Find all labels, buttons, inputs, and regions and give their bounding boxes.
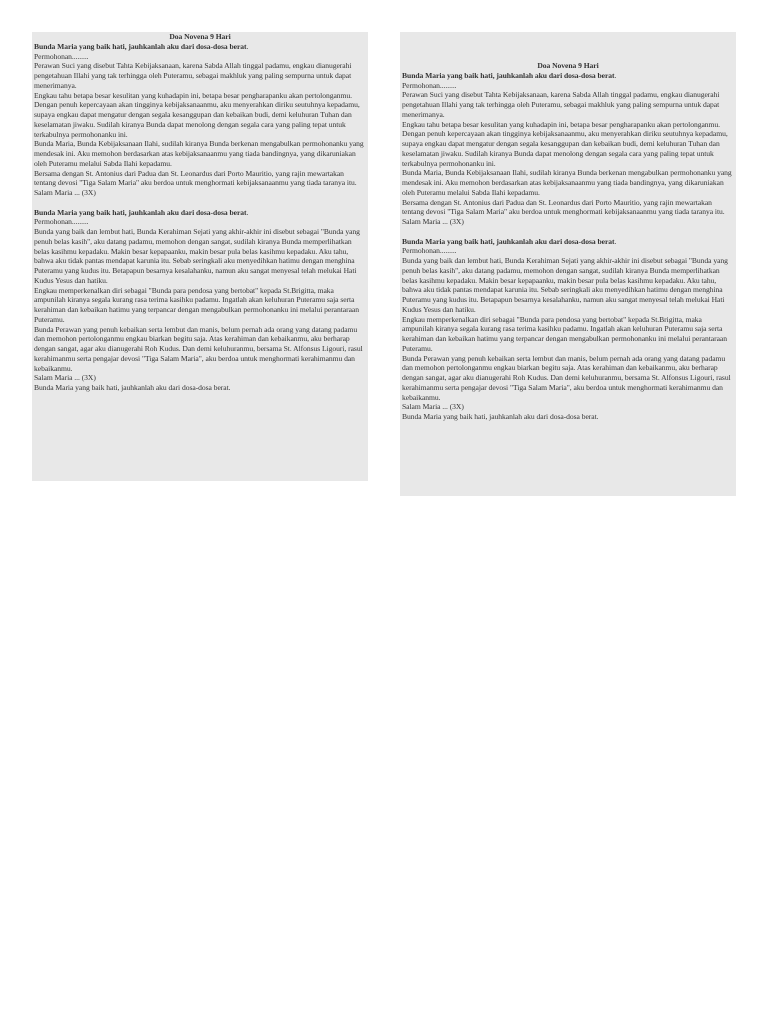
paragraph: Permohonan......... [34, 51, 89, 61]
paragraph: Engkau tahu betapa besar kesulitan yang kuhadapin ini, betapa besar pengharapanku akan pertolonganmu. Dengan penuh kepercayaan akan tingginya kebijaksanaanmu, aku menyerahkan diriku seutuhnya kepadamu, supaya engkau dapat mengatur dengan segala kesanggupan dan kebaikan budi, demi keluhuran Tuhan dan keselamatan jiwaku. Sudilah kiranya Bunda dapat menolong dengan segala cara yang paling tepat untuk terkabulnya permohonanku ini. [402, 119, 728, 168]
paragraph: Bunda yang baik dan lembut hati, Bunda Kerahiman Sejati yang akhir-akhir ini disebut sebagai "Bunda yang penuh belas kasih", aku datang padamu, memohon dengan sangat, sudilah kiranya Bunda memperlihatkan belas kasihmu kepadaku. Makin besar kepapaanku, makin besar pula belas kasihmu kepadaku. Aku tahu, bahwa aku tidak pantas mendapat karunia itu. Sebab seringkali aku menyedihkan hatimu dengan menghina Puteramu yang kudus itu. Betapapun besarnya kesalahanku, namun aku sangat menyesal telah melukai Hati Kudus Yesus dan hatiku. [34, 227, 360, 285]
spacer [34, 198, 366, 208]
paragraph: Bunda Maria, Bunda Kebijaksanaan Ilahi, sudilah kiranya Bunda berkenan mengabulkan permohonanku yang mendesak ini. Aku memohon berdasarkan atas kebijaksanaanmu yang tiada bandingnya, yang dikaruniakan oleh Puteramu melalui Sabda Ilahi kepadamu. [34, 139, 364, 168]
paragraph: Engkau memperkenalkan diri sebagai "Bunda para pendosa yang bertobat" kepada St.Brigitta, maka ampunilah kiranya segala kurang rasa terima kasihku padamu. Ingatlah akan keluhuran Puteramu saja serta kerahiman dan kebaikan hatimu yang terpancar dengan mengabulkan permohonanku ini melalui perantaraan Puteramu. [402, 314, 727, 353]
paragraph: Permohonan......... [402, 246, 457, 256]
paragraph: Perawan Suci yang disebut Tahta Kebijaksanaan, karena Sabda Allah tinggal padamu, engkau dianugerahi pengetahuan Illahi yang tak terhingga oleh Puteramu, sebagai makhluk yang paling sempurna untuk dapat menerimanya. [34, 61, 352, 90]
paragraph: Salam Maria ... (3X) [402, 402, 464, 412]
paragraph: Salam Maria ... (3X) [34, 373, 96, 383]
paragraph: Bunda Perawan yang penuh kebaikan serta lembut dan manis, belum pernah ada orang yang datang padamu dan memohon pertolonganmu engkau biarkan begitu saja. Atas kerahiman dan kebaikanmu, aku berharap dengan sangat, agar aku dianugerahi Roh Kudus. Dan demi keluhuranmu, bersama St. Alfonsus Ligouri, rasul kerahimanmu serta pengajar devosi "Tiga Salam Maria", aku berdoa untuk menghormati kerahimanmu dan kebaikanmu. [402, 353, 731, 402]
paragraph: Bunda Maria yang baik hati, jauhkanlah aku dari dosa-dosa berat. [34, 383, 231, 392]
paragraph: Engkau memperkenalkan diri sebagai "Bunda para pendosa yang bertobat" kepada St.Brigitta, maka ampunilah kiranya segala kurang rasa terima kasihku padamu. Ingatlah akan keluhuran Puteramu saja serta kerahiman dan kebaikan hatimu yang terpancar dengan mengabulkan permohonanku ini melalui perantaraan Puteramu. [34, 285, 359, 324]
paragraph: Salam Maria ... (3X) [34, 188, 96, 197]
section-heading: Bunda Maria yang baik hati, jauhkanlah aku dari dosa-dosa berat. [34, 41, 249, 51]
paragraph: Bunda Maria, Bunda Kebijaksanaan Ilahi, sudilah kiranya Bunda berkenan mengabulkan permohonanku yang mendesak ini. Aku memohon berdasarkan atas kebijaksanaanmu yang tiada bandingnya, yang dikaruniakan oleh Puteramu melalui Sabda Ilahi kepadamu. [402, 168, 732, 197]
paragraph: Bunda Maria yang baik hati, jauhkanlah aku dari dosa-dosa berat. [402, 412, 599, 421]
paragraph: Perawan Suci yang disebut Tahta Kebijaksanaan, karena Sabda Allah tinggal padamu, engkau dianugerahi pengetahuan Illahi yang tak terhingga oleh Puteramu, sebagai makhluk yang paling sempurna untuk dapat menerimanya. [402, 90, 720, 119]
section-heading: Bunda Maria yang baik hati, jauhkanlah aku dari dosa-dosa berat. [402, 70, 617, 80]
section-heading: Bunda Maria yang baik hati, jauhkanlah aku dari dosa-dosa berat. [402, 236, 617, 246]
paragraph: Permohonan......... [34, 217, 89, 227]
paragraph: Engkau tahu betapa besar kesulitan yang kuhadapin ini, betapa besar pengharapanku akan pertolonganmu. Dengan penuh kepercayaan akan tingginya kebijaksanaanmu, aku menyerahkan diriku seutuhnya kepadamu, supaya engkau dapat mengatur dengan segala kesanggupan dan kebaikan budi, demi keluhuran Tuhan dan keselamatan jiwaku. Sudilah kiranya Bunda dapat menolong dengan segala cara yang paling tepat untuk terkabulnya permohonanku ini. [34, 90, 360, 139]
paragraph: Bersama dengan St. Antonius dari Padua dan St. Leonardus dari Porto Mauritio, yang rajin mewartakan tentang devosi "Tiga Salam Maria" aku berdoa untuk menghormati kebijaksanaanmu yang tiada taranya itu. [402, 197, 725, 217]
document-panel-left [32, 32, 368, 481]
document-title: Doa Novena 9 Hari [537, 61, 599, 70]
document-panel-right [400, 32, 736, 496]
document-title: Doa Novena 9 Hari [169, 32, 231, 41]
paragraph: Bunda yang baik dan lembut hati, Bunda Kerahiman Sejati yang akhir-akhir ini disebut sebagai "Bunda yang penuh belas kasih", aku datang padamu, memohon dengan sangat, sudilah kiranya Bunda memperlihatkan belas kasihmu kepadaku. Makin besar kepapaanku, makin besar pula belas kasihmu kepadaku. Aku tahu, bahwa aku tidak pantas mendapat karunia itu. Sebab seringkali aku menyedihkan hatimu dengan menghina Puteramu yang kudus itu. Betapapun besarnya kesalahanku, namun aku sangat menyesal telah melukai Hati Kudus Yesus dan hatiku. [402, 256, 728, 314]
paragraph: Salam Maria ... (3X) [402, 217, 464, 226]
paragraph: Bersama dengan St. Antonius dari Padua dan St. Leonardus dari Porto Mauritio, yang rajin mewartakan tentang devosi "Tiga Salam Maria" aku berdoa untuk menghormati kebijaksanaanmu yang tiada taranya itu. [34, 168, 357, 188]
section-heading: Bunda Maria yang baik hati, jauhkanlah aku dari dosa-dosa berat. [34, 207, 249, 217]
paragraph: Bunda Perawan yang penuh kebaikan serta lembut dan manis, belum pernah ada orang yang datang padamu dan memohon pertolonganmu engkau biarkan begitu saja. Atas kerahiman dan kebaikanmu, aku berharap dengan sangat, agar aku dianugerahi Roh Kudus. Dan demi keluhuranmu, bersama St. Alfonsus Ligouri, rasul kerahimanmu serta pengajar devosi "Tiga Salam Maria", aku berdoa untuk menghormati kerahimanmu dan kebaikanmu. [34, 324, 363, 373]
spacer [402, 227, 734, 237]
paragraph: Permohonan......... [402, 80, 457, 90]
